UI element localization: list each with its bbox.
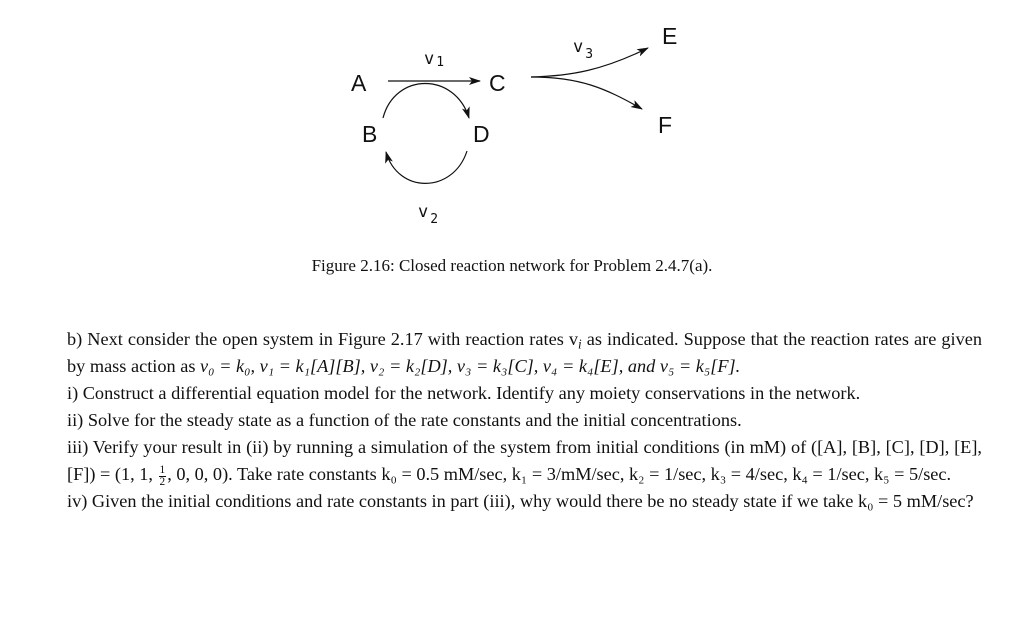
reaction-network-diagram bbox=[0, 0, 1024, 250]
part-iii-start: iii) Verify your result in (ii) by running a simulation of the system from initial conditions (in mM) of ([A], [B], [C], [D], [E], [F]) = (1, 1, bbox=[67, 437, 982, 484]
part-i: i) Construct a differential equation model for the network. Identify any moiety conservations in the network. bbox=[67, 383, 861, 403]
caption-text: Closed reaction network for Problem 2.4.7(a). bbox=[398, 256, 713, 275]
rate-label-v2: v $_2$ bbox=[418, 202, 439, 227]
species-D: D bbox=[473, 121, 490, 147]
species-A: A bbox=[351, 70, 367, 96]
fraction-numerator: 1 bbox=[159, 464, 166, 477]
part-iii bbox=[67, 434, 982, 488]
species-C: C bbox=[489, 70, 506, 96]
species-E: E bbox=[662, 23, 678, 49]
problem-text bbox=[67, 326, 982, 515]
species-F: F bbox=[658, 112, 673, 138]
reaction-arrow-b-to-d bbox=[383, 84, 469, 119]
part-b-intro-rest: as indicated. Suppose that the reaction rates are given by mass action as bbox=[67, 329, 983, 376]
fraction-denominator: 2 bbox=[159, 476, 166, 489]
reaction-arrow-d-to-b bbox=[386, 151, 467, 183]
rate-label-v1: v 1 bbox=[424, 49, 445, 70]
rate-label-v3: v $_3$ bbox=[573, 37, 594, 62]
part-b-intro: b) Next consider the open system in Figure 2.17 with reaction rates v bbox=[67, 329, 579, 349]
reaction-arrow-c-to-f bbox=[531, 77, 642, 109]
figure-caption bbox=[0, 256, 1024, 276]
part-b-intro-subscript: i bbox=[578, 336, 582, 352]
fraction-one-half bbox=[159, 465, 167, 488]
caption-label: Figure 2.16: bbox=[311, 256, 395, 275]
species-B: B bbox=[362, 121, 378, 147]
part-ii: ii) Solve for the steady state as a function of the rate constants and the initial concentrations. bbox=[67, 410, 742, 430]
part-b-rate-laws: v₀ = k₀, v₁ = k₁[A][B], v₂ = k₂[D], v₃ = k₃[C], v₄ = k₄[E], and v₅ = k₅[F]. bbox=[200, 356, 741, 376]
part-iv: iv) Given the initial conditions and rate constants in part (iii), why would there be no steady state if we take k₀ = 5 mM/sec? bbox=[67, 491, 974, 511]
part-iii-end: , 0, 0, 0). Take rate constants k₀ = 0.5 mM/sec, k₁ = 3/mM/sec, k₂ = 1/sec, k₃ = 4/sec, k₄ = 1/sec, k₅ = 5/sec. bbox=[167, 464, 952, 484]
part-b bbox=[67, 326, 982, 380]
